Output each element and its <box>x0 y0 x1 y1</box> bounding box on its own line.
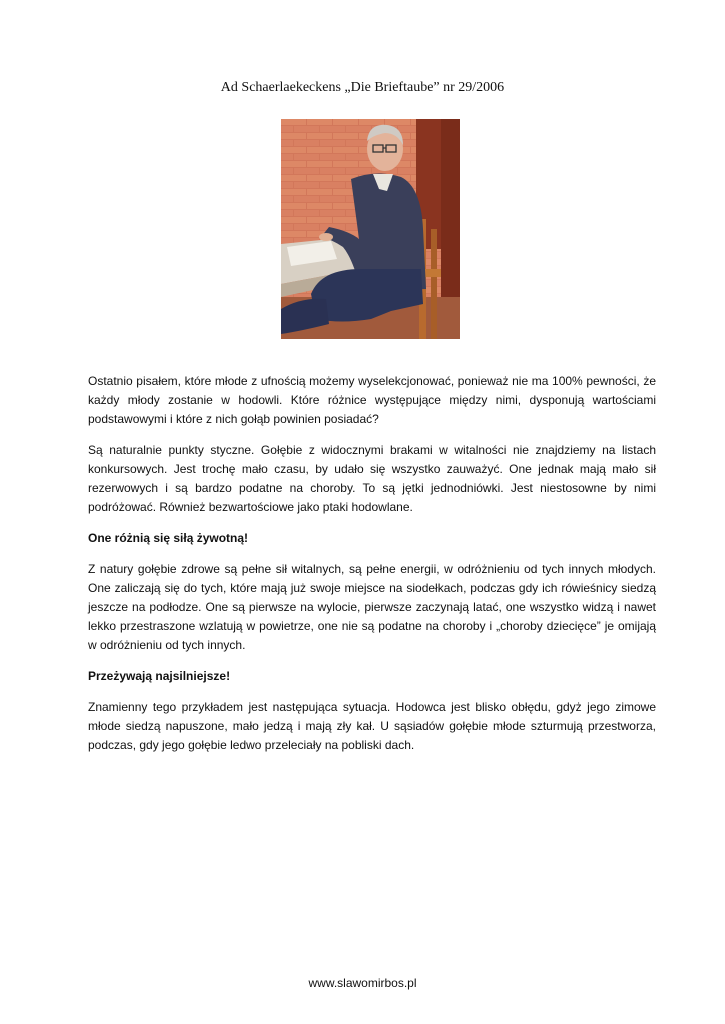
paragraph-4: Znamienny tego przykładem jest następująca sytuacja. Hodowca jest blisko obłędu, gdyż jego zimowe młode siedzą napuszone, mało jedzą i mają zły kał. U sąsiadów gołębie młode szturmują przestworza, podczas, gdy jego gołębie ledwo przeleciały na pobliski dach. <box>88 700 656 752</box>
paragraph-2: Są naturalnie punkty styczne. Gołębie z widocznymi brakami w witalności nie znajdziemy na listach konkursowych. Jest trochę mało czasu, by udało się wszystko zauważyć. One jednak mają mało sił rezerwowych i są bardzo podatne na choroby. To są jętki jednodniówki. Jest niestosowne by nimi podróżować. Również bezwartościowe jako ptaki hodowlane. <box>88 443 656 514</box>
section-heading-2: Przeżywają najsilniejsze! <box>88 669 231 683</box>
paragraph-1: Ostatnio pisałem, które młode z ufnością możemy wyselekcjonować, ponieważ nie ma 100% pewności, że każdy młody zostanie w hodowli. Które różnice występujące między nimi, dysponują wartościami podstawowymi i które z nich gołąb powinien posiadać? <box>88 374 656 426</box>
article-body <box>88 372 656 767</box>
footer-url: www.slawomirbos.pl <box>308 976 417 990</box>
paragraph-3: Z natury gołębie zdrowe są pełne sił witalnych, są pełne energii, w odróżnieniu od tych innych młodych. One zaliczają się do tych, które mają już swoje miejsce na siodełkach, podczas gdy ich rówieśnicy siedzą jeszcze na podłodze. One są pierwsze na wylocie, pierwsze zaczynają latać, one wszystko widzą i nawet lekko przestraszone wzlatują w powietrze, one nie są podatne na choroby i „choroby dziecięce” je omijają w odróżnieniu od tych innych. <box>88 562 656 652</box>
page-title: Ad Schaerlaekeckens „Die Brieftaube” nr 29/2006 <box>220 80 505 95</box>
portrait-photo <box>281 119 460 339</box>
section-heading-1: One różnią się siłą żywotną! <box>88 531 249 545</box>
